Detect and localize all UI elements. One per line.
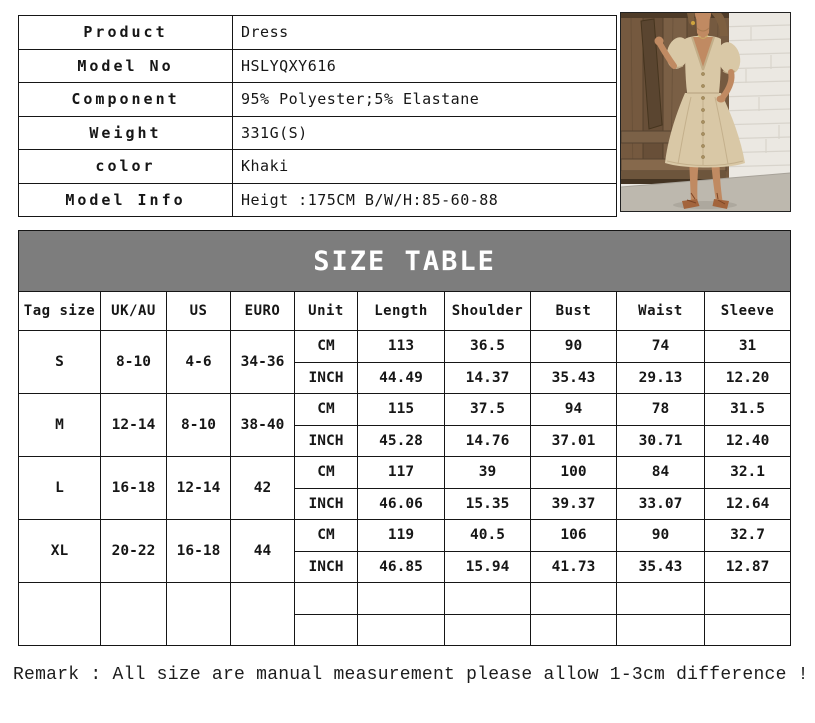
info-label: Product [19,16,233,50]
waist-cm: 84 [617,457,705,489]
size-row-xl-cm [19,520,791,552]
unit-cm-cell: CM [295,457,358,489]
tag-size-cell [19,583,101,646]
waist-inch: 30.71 [617,425,705,457]
unit-inch-cell: INCH [295,488,358,520]
info-row-color [19,150,617,184]
unit-inch-cell: INCH [295,362,358,394]
length-inch: 46.85 [358,551,445,583]
info-value: HSLYQXY616 [233,49,617,83]
euro-cell: 42 [231,457,295,520]
euro-cell: 44 [231,520,295,583]
tag-size-cell: XL [19,520,101,583]
waist-cm [617,583,705,615]
us-cell [167,583,231,646]
us-cell: 12-14 [167,457,231,520]
earring [691,21,695,25]
euro-cell: 34-36 [231,331,295,394]
euro-cell [231,583,295,646]
waist-cm: 74 [617,331,705,363]
info-label: color [19,150,233,184]
shoulder-inch: 15.94 [445,551,531,583]
bust-inch [531,614,617,646]
sleeve-cm [705,583,791,615]
bust-inch: 37.01 [531,425,617,457]
info-value: 95% Polyester;5% Elastane [233,83,617,117]
sleeve-cm: 31 [705,331,791,363]
uk-au-cell: 8-10 [101,331,167,394]
size-row-s-cm [19,331,791,363]
shoulder-cm: 40.5 [445,520,531,552]
col-header-unit: Unit [295,292,358,331]
length-cm: 117 [358,457,445,489]
info-row-model-info [19,183,617,217]
size-row-l-cm [19,457,791,489]
length-inch: 46.06 [358,488,445,520]
length-cm [358,583,445,615]
waist-inch: 35.43 [617,551,705,583]
info-value: Khaki [233,150,617,184]
col-header-bust: Bust [531,292,617,331]
info-row-model-no [19,49,617,83]
info-row-component [19,83,617,117]
info-value: Dress [233,16,617,50]
shoulder-inch: 15.35 [445,488,531,520]
tag-size-cell: M [19,394,101,457]
unit-inch-cell [295,614,358,646]
sleeve-inch: 12.20 [705,362,791,394]
col-header-tag-size: Tag size [19,292,101,331]
tag-size-cell: L [19,457,101,520]
size-table-title-row [19,231,791,292]
length-cm: 113 [358,331,445,363]
bust-cm: 90 [531,331,617,363]
unit-inch-cell: INCH [295,551,358,583]
waist-inch: 29.13 [617,362,705,394]
size-table-header-row [19,292,791,331]
uk-au-cell: 12-14 [101,394,167,457]
unit-cm-cell: CM [295,520,358,552]
col-header-us: US [167,292,231,331]
product-info-table [18,15,617,217]
info-row-weight [19,116,617,150]
shoulder-inch: 14.37 [445,362,531,394]
door-sill [621,171,726,180]
col-header-waist: Waist [617,292,705,331]
unit-cm-cell: CM [295,394,358,426]
shoulder-cm: 36.5 [445,331,531,363]
length-cm: 115 [358,394,445,426]
unit-cm-cell [295,583,358,615]
col-header-sleeve: Sleeve [705,292,791,331]
size-table [18,230,791,646]
info-label: Model No [19,49,233,83]
raised-hand [655,37,664,46]
bust-cm [531,583,617,615]
us-cell: 16-18 [167,520,231,583]
length-inch: 45.28 [358,425,445,457]
uk-au-cell: 16-18 [101,457,167,520]
product-photo [620,12,791,212]
bust-inch: 35.43 [531,362,617,394]
shoulder-cm: 37.5 [445,394,531,426]
info-value: 331G(S) [233,116,617,150]
info-label: Component [19,83,233,117]
unit-cm-cell: CM [295,331,358,363]
bust-inch: 41.73 [531,551,617,583]
col-header-uk-au: UK/AU [101,292,167,331]
sleeve-inch: 12.87 [705,551,791,583]
sleeve-cm: 32.7 [705,520,791,552]
shoulder-inch [445,614,531,646]
info-label: Model Info [19,183,233,217]
remark-text: Remark : All size are manual measurement please allow 1-3cm difference ! [13,665,809,685]
waist-cm: 90 [617,520,705,552]
col-header-shoulder: Shoulder [445,292,531,331]
length-inch [358,614,445,646]
bust-inch: 39.37 [531,488,617,520]
waist-cm: 78 [617,394,705,426]
shoulder-cm: 39 [445,457,531,489]
info-row-product [19,16,617,50]
sleeve-cm: 32.1 [705,457,791,489]
info-value: Heigt :175CM B/W/H:85-60-88 [233,183,617,217]
waist-inch: 33.07 [617,488,705,520]
bust-cm: 106 [531,520,617,552]
waist-inch [617,614,705,646]
col-header-euro: EURO [231,292,295,331]
col-header-length: Length [358,292,445,331]
sleeve-inch [705,614,791,646]
bust-cm: 94 [531,394,617,426]
euro-cell: 38-40 [231,394,295,457]
tag-size-cell: S [19,331,101,394]
uk-au-cell: 20-22 [101,520,167,583]
sleeve-cm: 31.5 [705,394,791,426]
size-row-m-cm [19,394,791,426]
uk-au-cell [101,583,167,646]
bust-cm: 100 [531,457,617,489]
shoulder-cm [445,583,531,615]
length-cm: 119 [358,520,445,552]
size-row-empty-cm [19,583,791,615]
us-cell: 4-6 [167,331,231,394]
length-inch: 44.49 [358,362,445,394]
us-cell: 8-10 [167,394,231,457]
unit-inch-cell: INCH [295,425,358,457]
info-label: Weight [19,116,233,150]
hip-hand [717,96,726,103]
sleeve-inch: 12.40 [705,425,791,457]
sleeve-inch: 12.64 [705,488,791,520]
shoulder-inch: 14.76 [445,425,531,457]
dress-model-illustration [621,13,790,211]
size-table-title: SIZE TABLE [19,231,791,292]
